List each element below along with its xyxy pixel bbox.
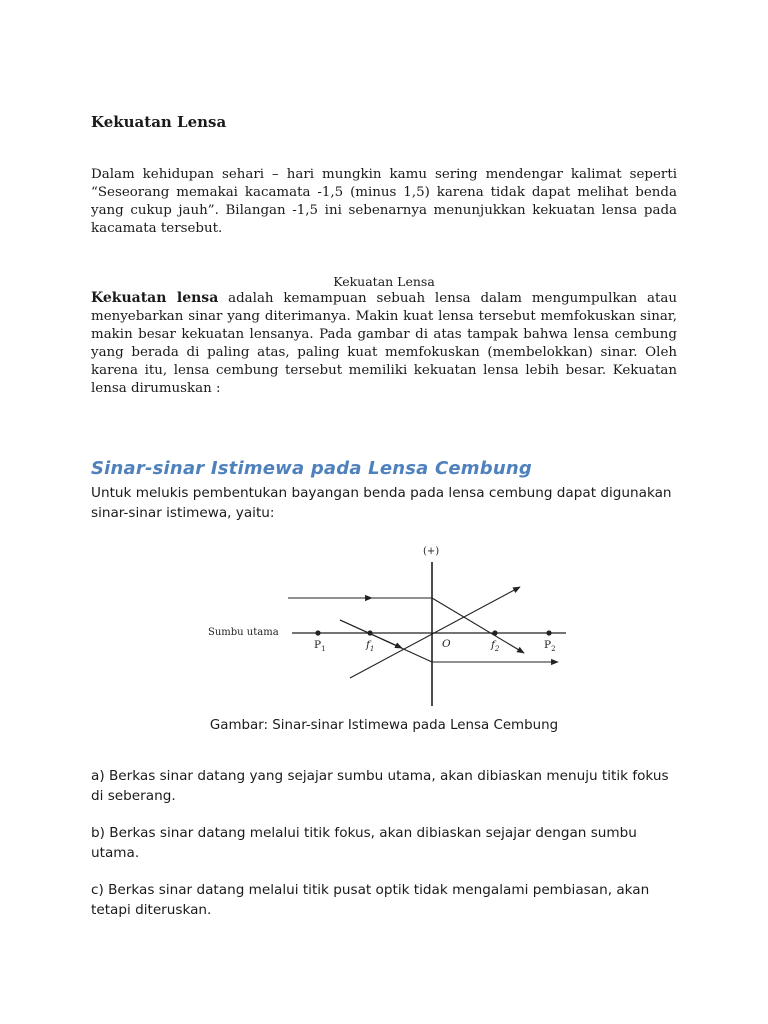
label-p1: $P_1$: [314, 639, 326, 653]
lens-sign-label: (+): [423, 546, 440, 557]
point-p1: [315, 630, 320, 635]
section-title-kekuatan-lensa: Kekuatan Lensa: [91, 113, 227, 131]
figure-caption-sinar-istimewa: Gambar: Sinar-sinar Istimewa pada Lensa Cembung: [209, 718, 559, 733]
definition-text: adalah kemampuan sebuah lensa dalam mengumpulkan atau menyebarkan sinar yang diterimanya. Makin kuat lensa tersebut memfokuskan sinar, makin besar kekuatan lensanya. Pada gambar di atas tampak bahwa lensa cembung yang berada di paling atas, paling kuat memfokuskan (membelokkan) sinar. Oleh karena itu, lensa cembung tersebut memiliki kekuatan lensa lebih besar. Kekuatan lensa dirumuskan :: [91, 291, 677, 396]
definition-lead-term: Kekuatan lensa: [91, 290, 219, 306]
label-p2: $P_2$: [544, 639, 556, 653]
section-heading-sinar-istimewa: Sinar-sinar Istimewa pada Lensa Cembung: [91, 458, 532, 479]
list-item-ray-a: a) Berkas sinar datang yang sejajar sumbu utama, akan dibiaskan menuju titik fokus di seberang.: [91, 768, 669, 804]
convex-lens-ray-diagram: [190, 540, 580, 710]
label-f2: $f_2$: [491, 639, 500, 653]
definition-paragraph: [91, 289, 677, 398]
sinar-istimewa-intro: Untuk melukis pembentukan bayangan benda pada lensa cembung dapat digunakan sinar-sinar istimewa, yaitu:: [91, 485, 672, 521]
ray-b-incident-arrow: [340, 620, 402, 648]
list-item-ray-c: c) Berkas sinar datang melalui titik pusat optik tidak mengalami pembiasan, akan tetapi diteruskan.: [91, 882, 650, 918]
label-optical-center: O: [442, 638, 451, 650]
point-p2: [546, 630, 551, 635]
label-f1: $f_1$: [366, 639, 375, 653]
list-item-ray-b: b) Berkas sinar datang melalui titik fokus, akan dibiaskan sejajar dengan sumbu utama.: [91, 825, 637, 861]
intro-paragraph: Dalam kehidupan sehari – hari mungkin kamu sering mendengar kalimat seperti “Seseorang memakai kacamata -1,5 (minus 1,5) karena tidak dapat melihat benda yang cukup jauh”. Bilangan -1,5 ini sebenarnya menunjukkan kekuatan lensa pada kacamata tersebut.: [91, 167, 677, 236]
axis-label: Sumbu utama: [208, 627, 279, 638]
figure-caption-kekuatan-lensa: Kekuatan Lensa: [333, 274, 435, 289]
